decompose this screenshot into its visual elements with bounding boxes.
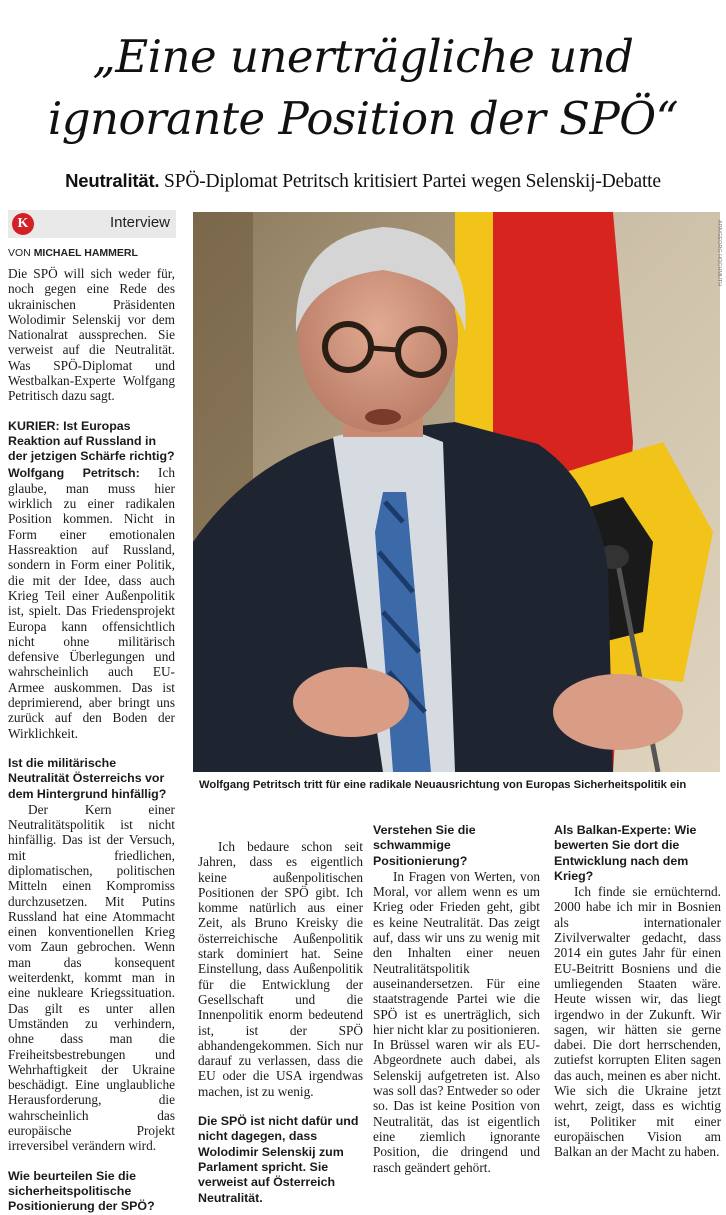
question-5: Verstehen Sie die schwammige Positionierung?	[373, 823, 476, 868]
headline-line-2: ignorante Position der SPÖ“	[47, 92, 679, 145]
byline	[8, 247, 138, 259]
answer-1	[8, 465, 175, 741]
question-6: Als Balkan-Experte: Wie bewerten Sie dort die Entwicklung nach dem Krieg?	[554, 823, 697, 883]
article-photo	[193, 212, 720, 772]
question-3: Wie beurteilen Sie die sicherheitspolitische Positionierung der SPÖ?	[8, 1168, 155, 1214]
section-label	[8, 210, 176, 238]
answer-5: In Fragen von Werten, von Moral, vor allem wenn es um Krieg oder Frieden geht, gibt es keine Neutralität. Das zeigt auf, dass wir uns zu wenig mit den Inhalten einer neuen Neutralitätspolitik auseinandersetzen. Für eine staatstragende Partei wie die SPÖ ist es unerträglich, sich hier nicht klar zu positionieren. In Brüssel waren wir als EU-Abgeordnete auch dabei, als Selenskij aufgetreten ist. Also was soll das? Entweder so oder so. Das ist keine Position von Neutralität, das ist eigentlich eine ziemlich ignorante Position, die dringend und rasch geändert gehört.	[373, 868, 540, 1175]
subheadline	[0, 170, 726, 193]
answer-3: Ich bedaure schon seit Jahren, dass es eigentlich keine außenpolitischen Positionen der SPÖ gibt. Ich komme natürlich aus einer Zeit, als Bruno Kreisky die österreichische Außenpolitik stark dominiert hat. Seine Einstellung, dass Außenpolitik für die Entwicklung der Gesellschaft und die Innenpolitik enorm bedeutend ist, ist der SPÖ abhandengekommen. Sich nur darauf zu verlassen, dass die EU oder die USA irgendwas machen, ist zu wenig.	[198, 839, 363, 1099]
subheadline-text: SPÖ-Diplomat Petritsch kritisiert Partei wegen Selenskij-Debatte	[164, 171, 661, 192]
article-column-4	[554, 823, 721, 1160]
answer-speaker: Wolfgang Petritsch:	[8, 465, 140, 480]
photo-caption: Wolfgang Petritsch tritt für eine radikale Neuausrichtung von Europas Sicherheitspolitik ein	[199, 779, 687, 791]
kurier-logo-icon: K	[12, 213, 34, 235]
byline-prefix: VON	[8, 247, 31, 259]
byline-author: MICHAEL HAMMERL	[33, 247, 138, 259]
article-intro: Die SPÖ will sich weder für, noch gegen eine Rede des ukrainischen Präsidenten Wolodimir Selenskij vor dem Nationalrat aussprechen. Sie verweist auf die Neutralität. Was SPÖ-Diplomat und Westbalkan-Experte Wolfgang Petritisch dazu sagt.	[8, 266, 175, 404]
question-1: KURIER: Ist Europas Reaktion auf Russland in der jetzigen Schärfe richtig?	[8, 418, 175, 464]
question-4: Die SPÖ ist nicht dafür und nicht dagegen, dass Wolodimir Selenskij zum Parlament spricht. Sie verweist auf Österreich Neutralität.	[198, 1114, 359, 1205]
article-column-2	[198, 839, 363, 1206]
subheadline-kicker: Neutralität.	[65, 170, 160, 191]
section-tag: Interview	[109, 214, 170, 231]
article-column-3	[373, 823, 540, 1175]
answer-6: Ich finde sie ernüchternd. 2000 habe ich mir in Bosnien als internationaler Zivilverwalter gedacht, dass 2014 ein gutes Jahr für einen EU-Beitritt Bosniens und die umliegenden Staaten wäre. Heute wissen wir, das liegt irgendwo in der Zukunft. Wir sagen, wir hätten sie gerne dabei. Die dort herrschenden, zutiefst korrupten Eliten sagen das auch, meinen es aber nicht. Wie sich die Ukraine jetzt wehrt, zeigt, dass es wichtig ist, Politiker mit einer europäischen Vision am Balkan an der Macht zu haben.	[554, 884, 721, 1160]
answer-2: Der Kern einer Neutralitätspolitik ist nicht hinfällig. Das ist der Versuch, mit friedlichen, diplomatischen, politischen Mitteln einen Kompromiss durchzusetzen. Mit Putins Russland hat eine Atommacht einen konventionellen Krieg vom Zaun gebrochen. Wenn man das konsequent weiterdenkt, kommt man in eine nukleare Kriegssituation. Das gilt es unter allen Umständen zu verhindern, ohne dass man die Freiheitsbestrebungen und Wehrhaftigkeit der Ukraine beschädigt. Eine unglaubliche Herausforderung, die wahrscheinlich das europäische Projekt irreversibel verändern wird.	[8, 801, 175, 1154]
answer-1-text: Ich glaube, man muss hier wirklich zu einer radikalen Position kommen. Nicht in Form einer emotionalen Hassreaktion auf Russland, sondern in Form einer Politik, die mit der Idee, dass auch Krieg Teil einer Außenpolitik ist, spielt. Das Friedensprojekt Europa kann offensichtlich nicht ohne militärisch defensive Überlegungen und wahrscheinlich auch EU-Armee auskommen. Das ist deprimierend, aber bringt uns zurück auf den Boden der Wirklichkeit.	[8, 464, 175, 741]
question-2: Ist die militärische Neutralität Österreichs vor dem Hintergrund hinfällig?	[8, 755, 167, 801]
article-column-1	[8, 266, 175, 1215]
photo-credit: APA/GEORG HOCHMUTH	[716, 220, 722, 287]
headline-line-1: „Eine unerträgliche und	[92, 30, 634, 83]
